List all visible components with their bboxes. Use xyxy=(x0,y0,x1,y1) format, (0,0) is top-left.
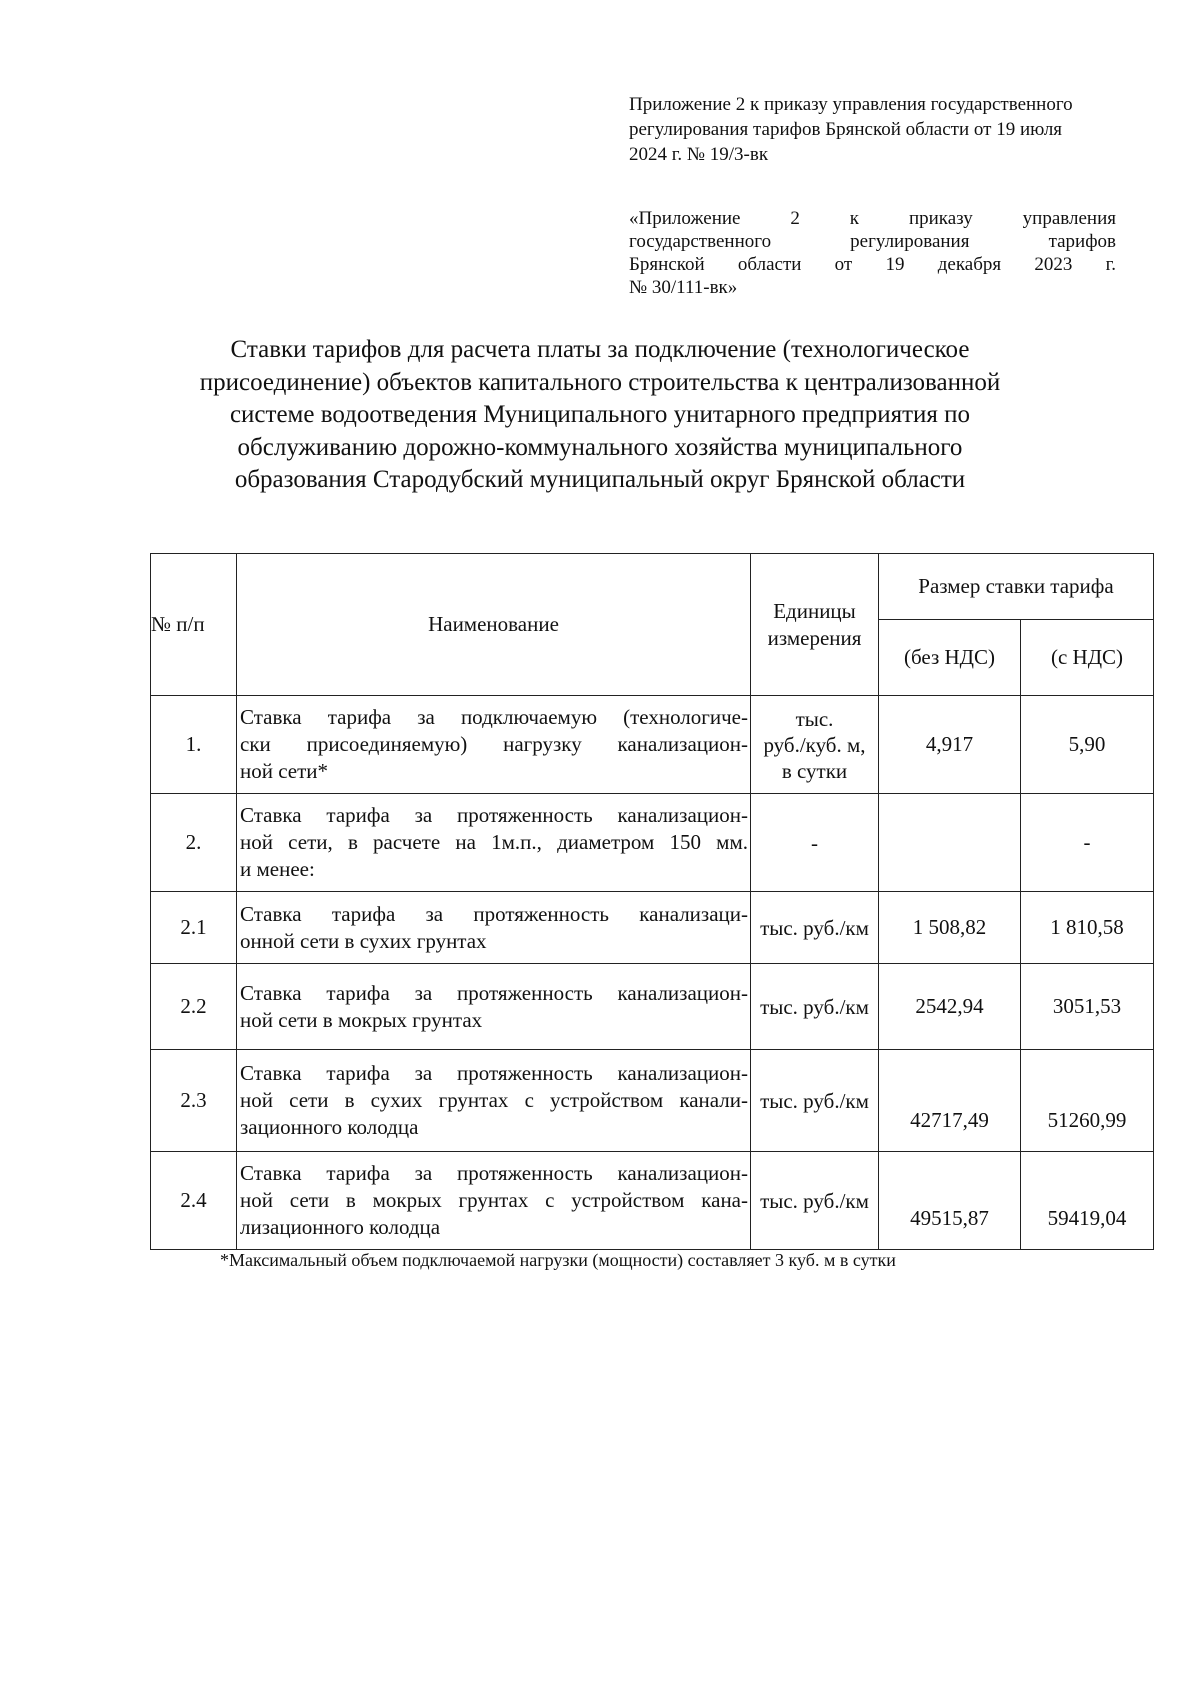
row-name-line: ной сети* xyxy=(240,759,329,783)
row-num: 2. xyxy=(151,794,237,892)
row-num: 1. xyxy=(151,696,237,794)
row-name-line: Ставка тарифа за протяженность канализацион- xyxy=(240,803,748,827)
annex-line: регулирования тарифов Брянской области от 19 июля xyxy=(629,119,1063,140)
row-unit-line: в сутки xyxy=(781,758,848,783)
table-row xyxy=(151,696,1154,794)
row-unit xyxy=(751,696,879,794)
row-unit xyxy=(751,1050,879,1152)
row-name-line: ной сети в мокрых грунтах xyxy=(240,1007,483,1032)
annex-line: 2024 г. № 19/3-вк xyxy=(629,144,769,165)
row-name-line: лизационного колодца xyxy=(240,1215,441,1239)
row-name-line: ной сети в мокрых грунтах с устройством кана- xyxy=(240,1188,748,1212)
row-name-line: ной сети, в расчете на 1м.п., диаметром 150 мм. xyxy=(240,830,748,854)
row-value-with-vat: 5,90 xyxy=(1021,696,1154,794)
row-unit-line: тыс. руб./км xyxy=(760,994,869,1019)
quoted-annex-line: «Приложение 2 к приказу управления xyxy=(629,208,1116,229)
title-line: системе водоотведения Муниципального унитарного предприятия по xyxy=(229,401,971,428)
table-row xyxy=(151,1152,1154,1250)
tariff-table xyxy=(150,553,1154,1250)
header-unit-line: Единицы xyxy=(773,598,856,623)
row-unit xyxy=(751,794,879,892)
table-row xyxy=(151,1050,1154,1152)
row-unit-line: тыс. руб./км xyxy=(760,1188,869,1213)
row-value-no-vat: 42717,49 xyxy=(879,1050,1021,1152)
title-line: обслуживанию дорожно-коммунального хозяйства муниципального xyxy=(237,433,963,461)
row-name xyxy=(237,1152,751,1250)
document-title xyxy=(150,334,1050,497)
quoted-annex-line: Брянской области от 19 декабря 2023 г. xyxy=(629,254,1116,275)
header-with-vat: (с НДС) xyxy=(1021,620,1154,696)
table-header-row xyxy=(151,554,1154,620)
row-num: 2.3 xyxy=(151,1050,237,1152)
row-num: 2.4 xyxy=(151,1152,237,1250)
quoted-annex-reference xyxy=(629,207,1116,299)
row-value-with-vat: - xyxy=(1021,794,1154,892)
row-unit xyxy=(751,964,879,1050)
row-unit xyxy=(751,1152,879,1250)
row-name-line: ски присоединяемую) нагрузку канализацион- xyxy=(240,732,748,756)
row-value-with-vat: 51260,99 xyxy=(1021,1050,1154,1152)
table-row xyxy=(151,892,1154,964)
table-row xyxy=(151,794,1154,892)
row-name-line: онной сети в сухих грунтах xyxy=(240,928,487,953)
header-rate: Размер ставки тарифа xyxy=(879,554,1154,620)
row-unit xyxy=(751,892,879,964)
header-no-vat: (без НДС) xyxy=(879,620,1021,696)
annex-line: Приложение 2 к приказу управления государственного xyxy=(629,94,1073,115)
row-name-line: Ставка тарифа за протяженность канализацион- xyxy=(240,1161,748,1185)
row-name-line: и менее: xyxy=(240,857,315,881)
footnote: *Максимальный объем подключаемой нагрузки (мощности) составляет 3 куб. м в сутки xyxy=(220,1250,896,1270)
row-value-no-vat xyxy=(879,794,1021,892)
title-line: присоединение) объектов капитального строительства к централизованной xyxy=(199,368,1001,396)
row-name xyxy=(237,892,751,964)
row-name xyxy=(237,964,751,1050)
annex-reference xyxy=(629,92,1129,167)
row-name-line: Ставка тарифа за подключаемую (технологиче- xyxy=(240,705,748,729)
row-num: 2.2 xyxy=(151,964,237,1050)
row-name-line: зационного колодца xyxy=(240,1115,419,1139)
header-unit xyxy=(751,554,879,696)
row-value-with-vat: 1 810,58 xyxy=(1021,892,1154,964)
header-unit-line: измерения xyxy=(767,625,862,650)
row-value-with-vat: 59419,04 xyxy=(1021,1152,1154,1250)
row-value-no-vat: 49515,87 xyxy=(879,1152,1021,1250)
row-value-no-vat: 4,917 xyxy=(879,696,1021,794)
row-value-no-vat: 2542,94 xyxy=(879,964,1021,1050)
row-name-line: Ставка тарифа за протяженность канализацион- xyxy=(240,1061,748,1085)
row-unit-line: тыс. руб./км xyxy=(760,915,869,940)
title-line: образования Стародубский муниципальный округ Брянской области xyxy=(234,466,966,493)
title-line: Ставки тарифов для расчета платы за подключение (технологическое xyxy=(230,336,970,363)
row-name xyxy=(237,696,751,794)
row-unit-line: тыс. руб./км xyxy=(760,1088,869,1113)
row-name xyxy=(237,1050,751,1152)
table-row xyxy=(151,964,1154,1050)
row-unit-line: - xyxy=(811,830,818,855)
header-name: Наименование xyxy=(237,554,751,696)
quoted-annex-line: № 30/111-вк» xyxy=(629,277,738,298)
row-name xyxy=(237,794,751,892)
row-unit-line: тыс. xyxy=(795,706,834,731)
header-num: № п/п xyxy=(151,554,237,696)
row-value-no-vat: 1 508,82 xyxy=(879,892,1021,964)
row-name-line: Ставка тарифа за протяженность канализацион- xyxy=(240,980,748,1005)
row-unit-line: руб./куб. м, xyxy=(763,732,866,757)
quoted-annex-line: государственного регулирования тарифов xyxy=(629,231,1116,252)
row-value-with-vat: 3051,53 xyxy=(1021,964,1154,1050)
row-name-line: ной сети в сухих грунтах с устройством канали- xyxy=(240,1088,748,1112)
row-num: 2.1 xyxy=(151,892,237,964)
row-name-line: Ставка тарифа за протяженность канализаци- xyxy=(240,901,748,926)
